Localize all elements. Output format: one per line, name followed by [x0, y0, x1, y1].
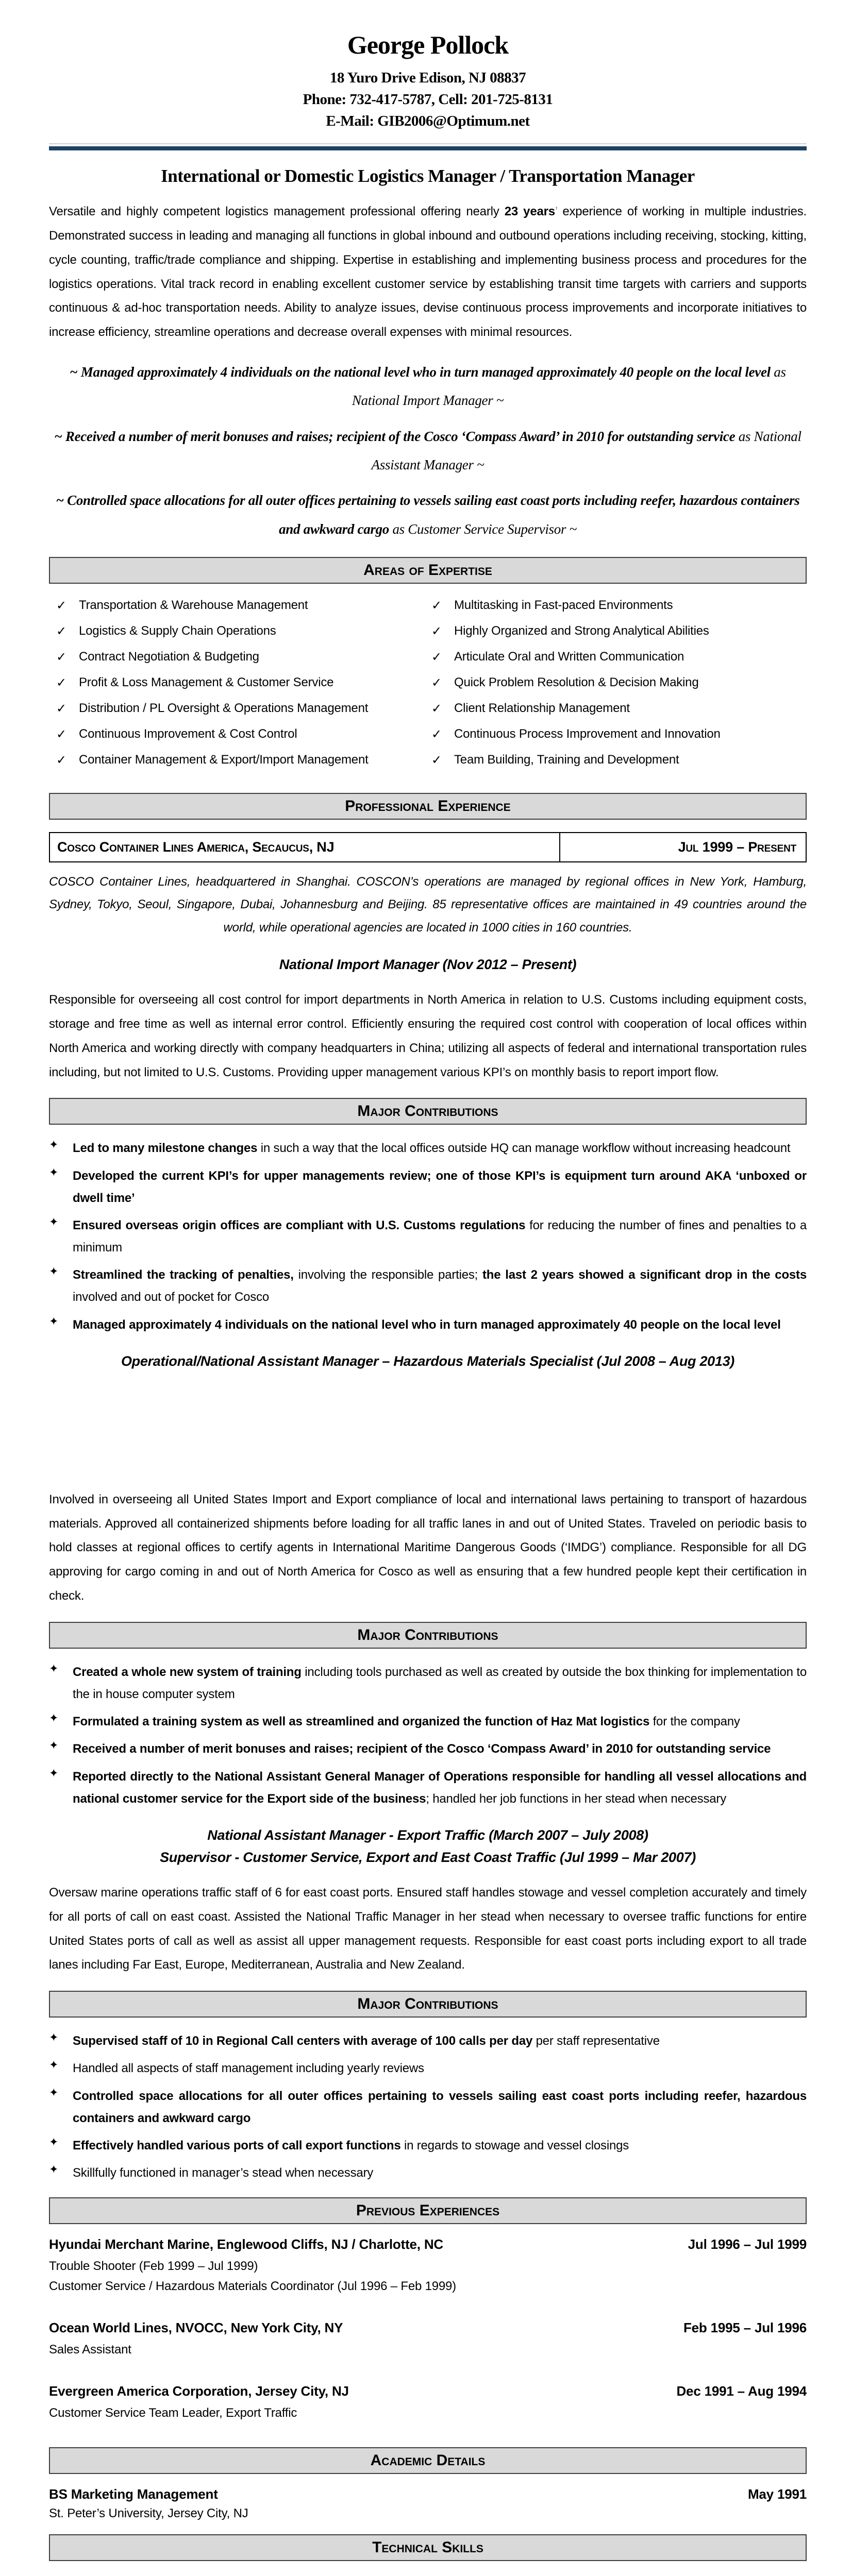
career-highlights: [49, 358, 807, 544]
diamond-bullet-icon: ✦: [49, 2031, 59, 2044]
expertise-item: [56, 727, 431, 742]
checkmark-icon: ✓: [56, 753, 66, 767]
position-title-national-assistant-manager-export: National Assistant Manager - Export Traffic (March 2007 – July 2008): [207, 1827, 648, 1843]
previous-experience-entry: [49, 2236, 807, 2296]
bold-text-run: Effectively handled various ports of call export functions: [73, 2138, 401, 2153]
expertise-item: [431, 650, 807, 665]
bullet-text: [73, 2030, 807, 2052]
diamond-bullet-icon: ✦: [49, 1165, 59, 1179]
degree-date: May 1991: [747, 2486, 807, 2502]
contribution-bullet: [49, 2085, 807, 2129]
bold-text-run: the last 2 years showed a significant drop in the costs: [482, 1268, 807, 1282]
section-major-contributions-2: Major Contributions: [49, 1622, 807, 1649]
text-run: ; handled her job functions in her stead when necessary: [426, 1791, 727, 1806]
checkmark-icon: ✓: [431, 650, 442, 664]
bullet-text: [73, 1165, 807, 1209]
expertise-label: Highly Organized and Strong Analytical Abilities: [454, 623, 709, 638]
bold-text-run: 23 years: [504, 205, 555, 219]
text-run: Versatile and highly competent logistics management professional offering nearly: [49, 205, 505, 219]
checkmark-icon: ✓: [56, 675, 66, 690]
resume-header: [49, 30, 807, 150]
previous-company-row: [49, 2236, 807, 2252]
expertise-label: Continuous Process Improvement and Innovation: [454, 726, 721, 741]
previous-company-row: [49, 2383, 807, 2399]
expertise-item: [56, 598, 431, 613]
bullet-text: [73, 1137, 807, 1159]
previous-role-line: Customer Service / Hazardous Materials Coordinator (Jul 1996 – Feb 1999): [49, 2279, 456, 2293]
diamond-bullet-icon: ✦: [49, 1215, 59, 1228]
expertise-item: [431, 675, 807, 690]
contribution-bullet: [49, 1165, 807, 1209]
contributions-list-3: [49, 2030, 807, 2184]
bold-text-run: Streamlined the tracking of penalties,: [73, 1268, 294, 1282]
checkmark-icon: ✓: [56, 598, 66, 613]
checkmark-icon: ✓: [431, 624, 442, 638]
text-run: ’: [555, 205, 558, 219]
previous-company-name: Evergreen America Corporation, Jersey City, NJ: [49, 2383, 349, 2399]
expertise-label: Articulate Oral and Written Communication: [454, 649, 684, 664]
diamond-bullet-icon: ✦: [49, 2135, 59, 2148]
contribution-bullet: [49, 2057, 807, 2079]
section-major-contributions-3: Major Contributions: [49, 1991, 807, 2018]
previous-experience-entry: [49, 2320, 807, 2360]
checkmark-icon: ✓: [431, 701, 442, 716]
contribution-bullet: [49, 1214, 807, 1259]
bold-text-run: Controlled space allocations for all outer offices pertaining to vessels sailing east coast ports including reefer, hazardous containers and awkward cargo: [73, 2089, 807, 2125]
section-professional-experience: Professional Experience: [49, 793, 807, 820]
text-run: in regards to stowage and vessel closings: [400, 2138, 629, 2153]
expertise-label: Client Relationship Management: [454, 701, 630, 715]
header-divider: [49, 143, 807, 150]
contributions-list-2: [49, 1661, 807, 1810]
bullet-text: [73, 1314, 807, 1336]
expertise-item: [431, 727, 807, 742]
bold-text-run: Formulated a training system as well as streamlined and organized the function of Haz Mat logistics: [73, 1715, 650, 1729]
divider-navy-line: [49, 146, 807, 150]
diamond-bullet-icon: ✦: [49, 1138, 59, 1151]
contribution-bullet: [49, 1264, 807, 1308]
diamond-bullet-icon: ✦: [49, 1766, 59, 1780]
company-description: COSCO Container Lines, headquartered in Shanghai. COSCON’s operations are managed by regional offices in New York, Hamburg, Sydney, Tokyo, Seoul, Singapore, Dubai, Johannesburg and Beijing. 85 representative offices are maintained in 49 countries around the world, while operational agencies are located in 1000 cities in 160 countries.: [49, 874, 807, 935]
expertise-item: [56, 624, 431, 639]
expertise-label: Continuous Improvement & Cost Control: [79, 726, 297, 741]
company-dates: Jul 1999 – Present: [678, 839, 796, 855]
checkmark-icon: ✓: [56, 727, 66, 741]
expertise-label: Container Management & Export/Import Management: [79, 752, 369, 767]
position-description: Involved in overseeing all United States Import and Export compliance of local and international laws pertaining to transport of hazardous materials. Approved all containerized shipments before loading for all traffic lanes in and out of United States. Traveled on periodic basis to hold classes at regional offices to certify agents in International Maritime Dangerous Goods (‘IMDG’) compliance. Responsible for all DG approving for cargo coming in and out of North America for Cosco as well as ensuring that a few hundred people kept their certification in check.: [49, 1492, 807, 1603]
contribution-bullet: [49, 1314, 807, 1336]
expertise-item: [56, 701, 431, 716]
expertise-label: Profit & Loss Management & Customer Service: [79, 675, 334, 689]
page-break-gap: [49, 1385, 807, 1488]
text-run: involved and out of pocket for Cosco: [73, 1290, 270, 1304]
diamond-bullet-icon: ✦: [49, 1265, 59, 1278]
expertise-label: Logistics & Supply Chain Operations: [79, 623, 276, 638]
previous-role-line: Customer Service Team Leader, Export Traffic: [49, 2406, 297, 2420]
divider-thin-line: [49, 143, 807, 144]
contribution-bullet: [49, 2030, 807, 2052]
contributions-list-1: [49, 1137, 807, 1336]
contribution-bullet: [49, 2134, 807, 2157]
expertise-label: Quick Problem Resolution & Decision Making: [454, 675, 699, 689]
text-run: Handled all aspects of staff management including yearly reviews: [73, 2061, 424, 2076]
bold-text-run: Supervised staff of 10 in Regional Call centers with average of 100 calls per day: [73, 2034, 533, 2048]
diamond-bullet-icon: ✦: [49, 1739, 59, 1752]
degree-name: BS Marketing Management: [49, 2486, 218, 2502]
checkmark-icon: ✓: [56, 701, 66, 716]
expertise-label: Distribution / PL Oversight & Operations Management: [79, 701, 369, 715]
bold-text-run: Received a number of merit bonuses and raises; recipient of the Cosco ‘Compass Award’ in 2010 for outstanding service: [73, 1742, 771, 1756]
bullet-text: [73, 1710, 807, 1733]
bullet-text: [73, 2162, 807, 2184]
text-run: as National Import Manager ~: [352, 364, 786, 409]
bold-text-run: Led to many milestone changes: [73, 1141, 258, 1156]
previous-role-line: Trouble Shooter (Feb 1999 – Jul 1999): [49, 2259, 258, 2274]
bullet-text: [73, 1214, 807, 1259]
checkmark-icon: ✓: [431, 675, 442, 690]
bullet-text: [73, 2085, 807, 2129]
section-technical-skills: Technical Skills: [49, 2534, 807, 2561]
person-name: George Pollock: [347, 30, 509, 59]
company-name: Cosco Container Lines America, Secaucus, NJ: [50, 833, 560, 861]
diamond-bullet-icon: ✦: [49, 1314, 59, 1328]
contribution-bullet: [49, 1738, 807, 1760]
previous-company-name: Ocean World Lines, NVOCC, New York City, NY: [49, 2320, 343, 2336]
summary-paragraph: [49, 200, 807, 345]
bullet-text: [73, 1264, 807, 1308]
diamond-bullet-icon: ✦: [49, 2163, 59, 2176]
text-run: Skillfully functioned in manager’s stead when necessary: [73, 2166, 374, 2180]
contribution-bullet: [49, 1766, 807, 1810]
company-row: [49, 832, 807, 862]
bold-text-run: Ensured overseas origin offices are compliant with U.S. Customs regulations: [73, 1218, 526, 1232]
position-title-operational-national-assistant-manager: Operational/National Assistant Manager – Hazardous Materials Specialist (Jul 2008 – Aug 2013): [121, 1353, 734, 1369]
diamond-bullet-icon: ✦: [49, 1711, 59, 1725]
highlight-line: [49, 422, 807, 480]
expertise-item: [431, 624, 807, 639]
bullet-text: [73, 1738, 807, 1760]
previous-experience-entries: [49, 2236, 807, 2424]
position-description: Responsible for overseeing all cost control for import departments in North America in relation to U.S. Customs including equipment costs, storage and free time as well as internal error control. Efficiently ensuring the required cost control with cooperation of local offices within North America and working directly with company headquarters in China; utilizing all aspects of federal and international transportation rules including, but not limited to U.S. Customs. Providing upper management various KPI’s on monthly basis to report import flow.: [49, 993, 807, 1079]
expertise-left-column: [56, 598, 431, 778]
position-description: Oversaw marine operations traffic staff of 6 for east coast ports. Ensured staff handles stowage and vessel completion accurately and timely for all ports of call on east coast. Assisted the National Traffic Manager in her stead when necessary to oversee traffic functions for entire United States ports of call as well as assist all upper management requests. Responsible for east coast ports including export to all trade lanes including Far East, Europe, Mediterranean, Australia and New Zealand.: [49, 1885, 807, 1972]
expertise-label: Transportation & Warehouse Management: [79, 598, 308, 612]
school-name: St. Peter’s University, Jersey City, NJ: [49, 2506, 248, 2520]
section-academic-details: Academic Details: [49, 2447, 807, 2474]
previous-company-dates: Jul 1996 – Jul 1999: [688, 2236, 807, 2252]
text-run: for the company: [649, 1715, 740, 1729]
previous-company-name: Hyundai Merchant Marine, Englewood Cliffs, NJ / Charlotte, NC: [49, 2236, 443, 2252]
contribution-bullet: [49, 1661, 807, 1705]
email-line: E-Mail: GIB2006@Optimum.net: [326, 113, 530, 130]
text-run: as Customer Service Supervisor ~: [389, 521, 577, 537]
bold-text-run: Developed the current KPI’s for upper managements review; one of those KPI’s is equipment turn around AKA ‘unboxed or dwell time’: [73, 1168, 807, 1205]
document-title: International or Domestic Logistics Manager / Transportation Manager: [161, 166, 695, 187]
expertise-label: Contract Negotiation & Budgeting: [79, 649, 259, 664]
expertise-item: [56, 650, 431, 665]
diamond-bullet-icon: ✦: [49, 1662, 59, 1675]
section-areas-of-expertise: Areas of Expertise: [49, 557, 807, 584]
bold-text-run: ~ Controlled space allocations for all outer offices pertaining to vessels sailing east coast ports including reefer, hazardous containers and awkward cargo: [56, 493, 800, 537]
contribution-bullet: [49, 1137, 807, 1159]
section-previous-experiences: Previous Experiences: [49, 2197, 807, 2224]
previous-role-line: Sales Assistant: [49, 2343, 131, 2357]
previous-company-dates: Dec 1991 – Aug 1994: [676, 2383, 807, 2399]
bullet-text: [73, 2057, 807, 2079]
expertise-item: [56, 753, 431, 768]
expertise-item: [431, 753, 807, 768]
diamond-bullet-icon: ✦: [49, 2086, 59, 2099]
checkmark-icon: ✓: [431, 727, 442, 741]
expertise-item: [431, 598, 807, 613]
highlight-line: [49, 358, 807, 415]
position-title-supervisor-customer-service: Supervisor - Customer Service, Export and East Coast Traffic (Jul 1999 – Mar 2007): [160, 1849, 696, 1865]
expertise-label: Team Building, Training and Development: [454, 752, 679, 767]
contribution-bullet: [49, 1710, 807, 1733]
previous-company-dates: Feb 1995 – Jul 1996: [683, 2320, 807, 2336]
checkmark-icon: ✓: [56, 650, 66, 664]
address-line: 18 Yuro Drive Edison, NJ 08837: [329, 70, 526, 86]
position-title-national-import-manager: National Import Manager (Nov 2012 – Present): [279, 957, 577, 973]
bold-text-run: ~ Received a number of merit bonuses and raises; recipient of the Cosco ‘Compass Award’ in 2010 for outstanding service: [54, 428, 736, 444]
expertise-item: [56, 675, 431, 690]
previous-company-row: [49, 2320, 807, 2336]
bullet-text: [73, 1766, 807, 1810]
contribution-bullet: [49, 2162, 807, 2184]
expertise-columns: [49, 596, 807, 779]
text-run: in such a way that the local offices outside HQ can manage workflow without increasing headcount: [257, 1141, 791, 1156]
text-run: including tools purchased as well as created by outside the box thinking for implementation to the in house computer system: [73, 1665, 807, 1702]
academic-row: [49, 2486, 807, 2502]
bold-text-run: ~ Managed approximately 4 individuals on the national level who in turn managed approximately 40 people on the local level: [70, 364, 771, 380]
text-run: experience of working in multiple industries. Demonstrated success in leading and managing all functions in global inbound and outbound operations including receiving, stocking, kitting, cycle counting, traffic/trade compliance and shipping. Expertise in establishing and implementing business process and procedures for the logistics operations. Vital track record in enabling excellent customer service by establishing transit time targets with carriers and supports continuous & ad-hoc transportation needs. Ability to analyze issues, devise continuous process improvements and incorporate initiatives to increase efficiency, streamline operations and decrease overall expenses with minimal resources.: [49, 205, 807, 340]
bullet-text: [73, 1661, 807, 1705]
diamond-bullet-icon: ✦: [49, 2058, 59, 2072]
checkmark-icon: ✓: [431, 598, 442, 613]
text-run: per staff representative: [532, 2034, 660, 2048]
text-run: as National Assistant Manager ~: [371, 428, 801, 472]
bold-text-run: Managed approximately 4 individuals on the national level who in turn managed approximately 40 people on the local level: [73, 1317, 781, 1332]
checkmark-icon: ✓: [431, 753, 442, 767]
expertise-label: Multitasking in Fast-paced Environments: [454, 598, 673, 612]
bold-text-run: Reported directly to the National Assistant General Manager of Operations responsible for handling all vessel allocations and national customer service for the Export side of the business: [73, 1769, 807, 1806]
previous-experience-entry: [49, 2383, 807, 2423]
phone-line: Phone: 732-417-5787, Cell: 201-725-8131: [303, 91, 553, 108]
text-run: involving the responsible parties;: [293, 1268, 482, 1282]
expertise-right-column: [431, 598, 807, 778]
bold-text-run: Created a whole new system of training: [73, 1665, 302, 1679]
text-run: for reducing the number of fines and penalties to a minimum: [73, 1218, 807, 1255]
bullet-text: [73, 2134, 807, 2157]
section-major-contributions-1: Major Contributions: [49, 1098, 807, 1125]
highlight-line: [49, 486, 807, 544]
checkmark-icon: ✓: [56, 624, 66, 638]
expertise-item: [431, 701, 807, 716]
